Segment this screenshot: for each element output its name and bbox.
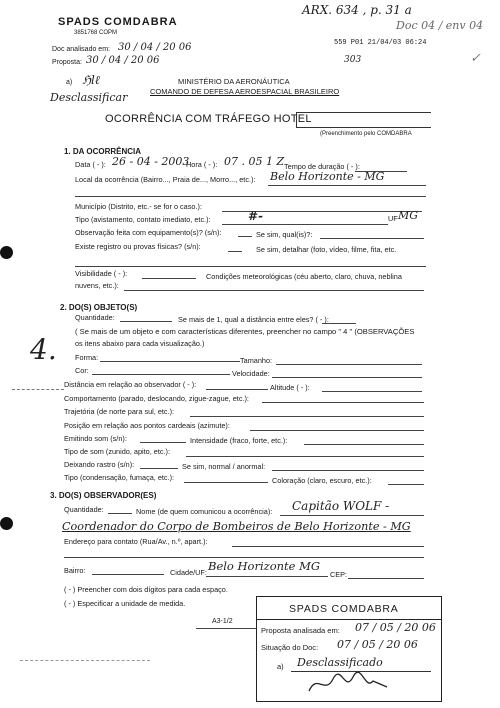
sim-normal-label: Se sim, normal / anormal:: [182, 462, 266, 471]
cidade-value: Belo Horizonte MG: [208, 559, 321, 573]
footer-note-1: ( - ) Preencher com dois dígitos para cada espaço.: [64, 585, 228, 594]
local-field-line2[interactable]: [75, 196, 426, 197]
nome-label: Nome (de quem comunicou a ocorrência):: [136, 507, 273, 516]
trajetoria-field[interactable]: [190, 416, 424, 417]
stamp-divider: [257, 619, 441, 620]
local-value: Belo Horizonte - MG: [270, 170, 385, 183]
proposta-value: 30 / 04 / 20 06: [86, 55, 160, 66]
note-line-2: os itens abaixo para cada visualização.): [75, 339, 205, 348]
observacao-label: Observação feita com equipamento(s)? (s/n):: [75, 228, 222, 237]
signature-scribble: ℌlℓ: [82, 73, 100, 87]
fill-box: [296, 112, 431, 128]
hora-label: Hora ( - ):: [186, 160, 218, 169]
registro-label: Existe registro ou provas físicas? (s/n):: [75, 242, 201, 251]
tamanho-label: Tamanho:: [240, 356, 273, 365]
tipo-cond-label: Tipo (condensação, fumaça, etc.):: [64, 473, 175, 482]
stamp-situacao-value: 07 / 05 / 20 06: [337, 638, 418, 651]
distancia-label: Se mais de 1, qual a distância entre eles? ( - ):: [178, 315, 329, 324]
command-name: COMANDO DE DEFESA AEROESPACIAL BRASILEIRO: [150, 87, 340, 96]
stamp-top: [52, 17, 196, 73]
date-value: 26 - 04 - 2003: [112, 155, 190, 168]
local-field[interactable]: [268, 185, 426, 186]
note-line-1: ( Se mais de um objeto e com características diferentes, preencher no campo " 4 " (OBSERVAÇÕES: [75, 327, 415, 336]
condicoes-label: Condições meteorológicas (céu aberto, claro, chuva, neblina: [206, 272, 402, 281]
comportamento-field[interactable]: [262, 402, 424, 403]
form-code-line: [196, 628, 256, 629]
proposta-label: Proposta:: [52, 59, 82, 66]
detalhar-field-line2[interactable]: [75, 266, 426, 267]
section-2-title: 2. DO(S) OBJETO(S): [60, 303, 138, 312]
altitude-label: Altitude ( - ):: [270, 383, 310, 392]
bairro-label: Bairro:: [64, 566, 86, 575]
nome-value-2: Coordenador do Corpo de Bombeiros de Belo Horizonte - MG: [62, 520, 411, 533]
doc-analisado-label: Doc analisado em:: [52, 46, 110, 53]
tipo-mark: #-: [248, 209, 264, 223]
visibilidade-field[interactable]: [142, 278, 196, 279]
sim-detalhar-label: Se sim, detalhar (foto, vídeo, filme, fita, etc.: [256, 245, 397, 254]
archive-reference: ARX. 634 , p. 31 a: [302, 3, 412, 17]
cidade-field[interactable]: [206, 576, 328, 577]
page-number: 303: [344, 55, 362, 65]
stamp-top-signature-name: Desclassificar: [50, 91, 128, 104]
forma-field[interactable]: [100, 361, 240, 362]
section-1-title: 1. DA OCORRÊNCIA: [64, 147, 142, 156]
ministry-name: MINISTÉRIO DA AERONÁUTICA: [178, 77, 290, 86]
comportamento-label: Comportamento (parado, deslocando, zigue-zague, etc.):: [64, 394, 249, 403]
posicao-label: Posição em relação aos pontos cardeais (azimute):: [64, 421, 230, 430]
hole-punch-top: [0, 246, 13, 259]
stamp-bottom-title: SPADS COMDABRA: [289, 603, 399, 615]
observacao-field[interactable]: [238, 236, 252, 237]
stamp-top-title: SPADS COMDABRA: [58, 16, 178, 28]
tipo-field[interactable]: [222, 224, 388, 225]
endereco-label: Endereço para contato (Rua/Av., n.º, apart.):: [64, 537, 208, 546]
duracao-label: Tempo de duração ( - ):: [284, 162, 360, 171]
stamp-top-signature-label: a): [66, 79, 73, 86]
tipo-cond-field[interactable]: [184, 482, 268, 483]
tipo-som-field[interactable]: [186, 456, 424, 457]
endereco-field[interactable]: [232, 546, 424, 547]
nome-value-1: Capitão WOLF -: [292, 499, 390, 513]
form-code: A3-1/2: [212, 618, 233, 625]
section-3-title: 3. DO(S) OBSERVADOR(ES): [50, 491, 157, 500]
form-title: OCORRÊNCIA COM TRÁFEGO HOTEL: [105, 113, 312, 125]
emitindo-field[interactable]: [140, 442, 186, 443]
cep-label: CEP:: [330, 570, 348, 579]
sim-normal-field[interactable]: [272, 470, 424, 471]
nuvens-label: nuvens, etc.):: [75, 281, 119, 290]
obs-quantidade-label: Quantidade:: [64, 505, 104, 514]
tipo-label: Tipo (avistamento, contato imediato, etc.):: [75, 215, 211, 224]
check-mark: ✓: [470, 51, 481, 66]
margin-mark: 4.: [30, 333, 57, 366]
registro-field[interactable]: [228, 251, 242, 252]
cor-field[interactable]: [92, 374, 230, 375]
rastro-label: Deixando rastro (s/n):: [64, 460, 135, 469]
altitude-field[interactable]: [322, 391, 422, 392]
date-label: Data ( - ):: [75, 160, 106, 169]
intensidade-label: Intensidade (fraco, forte, etc.):: [190, 436, 288, 445]
stamp-proposta-label: Proposta analisada em:: [261, 626, 340, 635]
local-label: Local da ocorrência (Bairro..., Praia de..., Morro..., etc.):: [75, 175, 256, 184]
quantidade-field[interactable]: [120, 321, 172, 322]
intensidade-field[interactable]: [304, 444, 424, 445]
distancia-field[interactable]: [322, 323, 356, 324]
distancia-obs-field[interactable]: [206, 389, 268, 390]
visibilidade-label: Visibilidade ( - ):: [75, 269, 128, 278]
fax-header: 559 P01 21/04/03 06:24: [334, 39, 427, 47]
municipio-label: Município (Distrito, etc.- se for o caso.):: [75, 202, 202, 211]
bairro-field[interactable]: [92, 574, 164, 575]
distancia-obs-label: Distância em relação ao observador ( - ):: [64, 380, 197, 389]
uf-label: UF: [388, 214, 398, 223]
stamp-proposta-value: 07 / 05 / 20 06: [355, 621, 436, 634]
document-reference: Doc 04 / env 04: [396, 19, 484, 32]
sim-quais-label: Se sim, qual(is)?:: [256, 230, 313, 239]
emitindo-label: Emitindo som (s/n):: [64, 434, 127, 443]
hole-punch-bottom: [0, 517, 13, 530]
coloracao-label: Coloração (claro, escuro, etc.):: [272, 476, 372, 485]
bottom-left-dash: [20, 660, 150, 661]
hora-value: 07 . 05 1 Z: [224, 155, 285, 168]
doc-analisado-value: 30 / 04 / 20 06: [118, 42, 192, 53]
forma-label: Forma:: [75, 353, 99, 362]
endereco-field-line2[interactable]: [64, 557, 424, 558]
cep-field[interactable]: [348, 578, 424, 579]
quantidade-label: Quantidade:: [75, 313, 115, 322]
stamp-bottom: [256, 596, 442, 702]
coloracao-field[interactable]: [388, 484, 424, 485]
obs-quantidade-field[interactable]: [108, 513, 132, 514]
velocidade-field[interactable]: [272, 377, 422, 378]
uf-value: MG: [398, 209, 419, 222]
stamp-situacao-label: Situação do Doc:: [261, 643, 319, 652]
trajetoria-label: Trajetória (de norte para sul, etc.):: [64, 407, 175, 416]
stamp-signature-name: Desclassificado: [297, 656, 383, 669]
cor-label: Cor:: [75, 366, 89, 375]
fill-note: (Preenchimento pelo COMDABRA: [320, 131, 412, 137]
stamp-top-code: 3851768 COPM: [74, 30, 118, 36]
nuvens-field[interactable]: [124, 290, 424, 291]
tamanho-field[interactable]: [276, 364, 422, 365]
cidade-label: Cidade/UF:: [170, 568, 207, 577]
posicao-field[interactable]: [250, 430, 424, 431]
signature-scribble-bottom: [307, 671, 397, 697]
footer-note-2: ( - ) Especificar a unidade de medida.: [64, 599, 186, 608]
rastro-field[interactable]: [140, 468, 178, 469]
stamp-signature-label: a): [277, 662, 284, 671]
nome-field[interactable]: [280, 515, 424, 516]
margin-dash: [12, 389, 64, 390]
velocidade-label: Velocidade:: [232, 369, 270, 378]
sim-quais-field[interactable]: [320, 238, 424, 239]
tipo-som-label: Tipo de som (zunido, apito, etc.):: [64, 447, 170, 456]
